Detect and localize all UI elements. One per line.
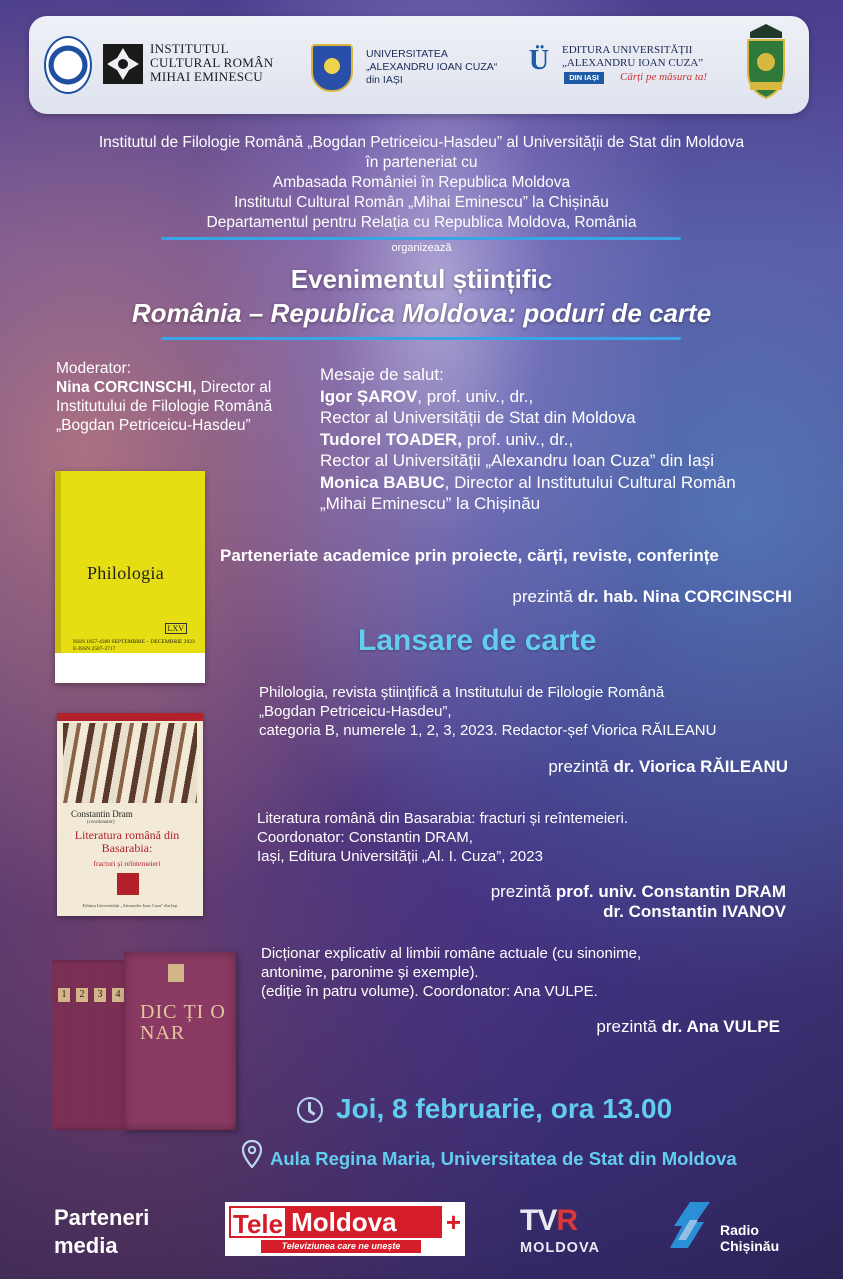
tvr-moldova-logo: [520, 1204, 612, 1256]
volume-number: 2: [76, 988, 88, 1002]
media-partners-line1: Parteneri: [54, 1205, 150, 1230]
icr-name: INSTITUTUL CULTURAL ROMÂN MIHAI EMINESCU: [150, 41, 274, 84]
cover-issn-line: ISSN 1857-4300 SEPTEMBRIE – DECEMBRIE 2023: [73, 639, 195, 645]
presenter-name: dr. hab. Nina CORCINSCHI: [577, 587, 792, 606]
moderator-role: Director al Institutului de Filologie Română „Bogdan Petriceicu-Hasdeu”: [56, 379, 273, 434]
moderator-block: [56, 359, 316, 435]
book-entry: [257, 809, 817, 866]
cover-spine: [55, 471, 61, 683]
editura-line2: „ALEXANDRU IOAN CUZA”: [562, 57, 704, 69]
book-description-line: categoria B, numerele 1, 2, 3, 2023. Redactor-șef Viorica RĂILEANU: [259, 722, 717, 739]
presenter-name: dr. Viorica RĂILEANU: [613, 757, 788, 776]
presenter-prefix: prezintă: [548, 757, 614, 776]
cover-eissn-line: E-ISSN 2587-3717: [73, 646, 116, 652]
radio-line1: Radio: [720, 1222, 759, 1238]
greeting-name: Igor ȘAROV: [320, 386, 418, 406]
literatura-romana-cover-image: [57, 713, 203, 916]
organizer-line: Institutul de Filologie Română „Bogdan Petriceicu-Hasdeu” al Universității de Stat din Moldova: [98, 134, 745, 151]
greeting-role: „Mihai Eminescu” la Chișinău: [320, 494, 541, 513]
greeting-role: Rector al Universității „Alexandru Ioan Cuza” din Iași: [320, 451, 715, 470]
cover-title: Literatura română din Basarabia:: [74, 828, 180, 855]
uaic-line1: UNIVERSITATEA: [366, 48, 448, 60]
greeting-title: , Director al Institutului Cultural Român: [444, 472, 736, 492]
telemoldova-moldova: Moldova: [287, 1206, 442, 1238]
editura-line1: EDITURA UNIVERSITĂȚII: [562, 44, 693, 56]
organizer-line: în parteneriat cu: [365, 154, 478, 171]
cover-subtitle: fracturi și reîntemeieri: [93, 859, 161, 868]
book-description-line: Philologia, revista științifică a Institutului de Filologie Română: [259, 684, 665, 701]
uaic-line3: din IAȘI: [366, 74, 403, 86]
editura-tag: DIN IAȘI: [564, 72, 604, 84]
greeting-name: Tudorel TOADER,: [320, 429, 462, 449]
book-entry: [259, 683, 819, 740]
event-venue: Aula Regina Maria, Universitatea de Stat din Moldova: [270, 1148, 737, 1169]
greetings-block: [320, 364, 830, 515]
cover-series-mark: [117, 873, 139, 895]
book-description-line: antonime, paronime și exemple).: [261, 964, 479, 981]
greeting-title: , prof. univ., dr.,: [417, 386, 534, 406]
moderator-name: Nina CORCINSCHI,: [56, 379, 197, 396]
greeting-person: [320, 429, 830, 451]
book-description-line: Coordonator: Constantin DRAM,: [257, 829, 473, 846]
presenter-name: dr. Constantin IVANOV: [603, 902, 786, 921]
moderator-details: [56, 378, 316, 435]
cover-publisher: Editura Universității „Alexandru Ioan Cuza” din Iași: [82, 903, 178, 908]
book-description-line: Iași, Editura Universității „Al. I. Cuza”, 2023: [257, 848, 543, 865]
book-description-line: „Bogdan Petriceicu-Hasdeu”,: [259, 703, 452, 720]
book-launch-heading: Lansare de carte: [358, 624, 597, 657]
clock-icon: [297, 1097, 323, 1123]
greetings-label: Mesaje de salut:: [320, 365, 444, 384]
uaic-name: [366, 48, 511, 87]
cover-bottom-band: [55, 653, 205, 683]
presenter-line: [300, 587, 792, 607]
organizer-line: Ambasada României în Republica Moldova: [272, 174, 571, 191]
cover-label: [168, 964, 184, 982]
divider: [161, 337, 681, 340]
cover-title: Philologia: [87, 563, 165, 583]
dictionary-volumes-image: [52, 952, 238, 1132]
greeting-person: [320, 472, 830, 494]
book-description-line: Literatura română din Basarabia: fracturi și reîntemeieri.: [257, 810, 629, 827]
radio-chisinau-icon: [668, 1200, 712, 1250]
event-subtitle: România – Republica Moldova: poduri de carte: [131, 298, 712, 328]
volume-number: 3: [94, 988, 106, 1002]
telemoldova-plus: +: [445, 1207, 461, 1237]
media-partners-label: [54, 1204, 194, 1260]
event-title: Evenimentul științific: [290, 264, 553, 294]
radio-chisinau-name: [720, 1222, 779, 1254]
partnerships-heading: Parteneriate academice prin proiecte, cărți, reviste, conferințe: [220, 546, 719, 565]
cover-title: DIC ȚI O NAR: [140, 1001, 226, 1044]
location-pin-icon: [242, 1140, 262, 1168]
presenter-line: [300, 882, 786, 922]
cover-top-band: [57, 713, 203, 721]
greeting-title: prof. univ., dr.,: [462, 429, 574, 449]
moderator-label: Moderator:: [56, 360, 131, 377]
telemoldova-tele: Tele: [229, 1206, 287, 1238]
book-description-line: Dicționar explicativ al limbii române actuale (cu sinonime,: [261, 945, 642, 962]
presenter-name: prof. univ. Constantin DRAM: [555, 882, 786, 901]
media-partners-line2: media: [54, 1233, 118, 1258]
volume-number: 4: [112, 988, 124, 1002]
presenter-prefix: prezintă: [490, 882, 556, 901]
editura-name: [562, 44, 732, 70]
presenter-second: [300, 902, 786, 922]
editura-slogan: Cărți pe măsura ta!: [620, 71, 708, 83]
presenter-first: [300, 882, 786, 902]
book-description-line: (ediție în patru volume). Coordonator: Ana VULPE.: [261, 983, 598, 1000]
organizer-line: Institutul Cultural Român „Mihai Eminescu” la Chișinău: [234, 194, 609, 211]
organizes-label: organizează: [391, 242, 452, 254]
organizer-line: Departamentul pentru Relația cu Republica Moldova, România: [206, 214, 637, 231]
greeting-person: [320, 386, 830, 408]
uaic-crest-logo: [311, 44, 353, 92]
greeting-role: Rector al Universității de Stat din Moldova: [320, 408, 636, 427]
academy-seal-logo: [44, 36, 92, 94]
icr-logo-icon: [103, 44, 143, 84]
presenter-prefix: prezintă: [596, 1017, 662, 1036]
cover-author: Constantin Dram: [71, 809, 133, 819]
telemoldova-logo: [225, 1202, 465, 1256]
uaic-line2: „ALEXANDRU IOAN CUZA“: [366, 61, 498, 73]
telemoldova-tagline: Televiziunea care ne unește: [261, 1240, 421, 1253]
philologia-cover-image: [55, 471, 205, 683]
presenter-prefix: prezintă: [512, 587, 578, 606]
telemoldova-wordmark: [229, 1206, 461, 1238]
radio-line2: Chișinău: [720, 1238, 780, 1254]
greeting-name: Monica BABUC: [320, 472, 445, 492]
event-date: Joi, 8 februarie, ora 13.00: [336, 1093, 673, 1124]
cover-issn: [73, 639, 201, 653]
editura-logo-icon: Ü: [528, 45, 550, 76]
dictionary-front-cover: [124, 952, 236, 1130]
tvr-subtitle: MOLDOVA: [520, 1240, 601, 1256]
cover-coordinator: (coordonator): [87, 820, 115, 825]
organizers-block: [0, 133, 843, 233]
cover-volume: LXV: [165, 623, 187, 634]
usm-shield-logo: [744, 24, 788, 100]
tvr-tv: TV: [520, 1204, 557, 1237]
book-entry: [261, 944, 821, 1001]
cover-illustration: [63, 723, 197, 803]
tvr-wordmark: [520, 1204, 612, 1238]
presenter-name: dr. Ana VULPE: [661, 1017, 780, 1036]
presenter-line: [300, 1017, 780, 1037]
presenter-line: [300, 757, 788, 777]
volume-number: 1: [58, 988, 70, 1002]
tvr-r: R: [556, 1204, 578, 1237]
divider: [161, 237, 681, 240]
